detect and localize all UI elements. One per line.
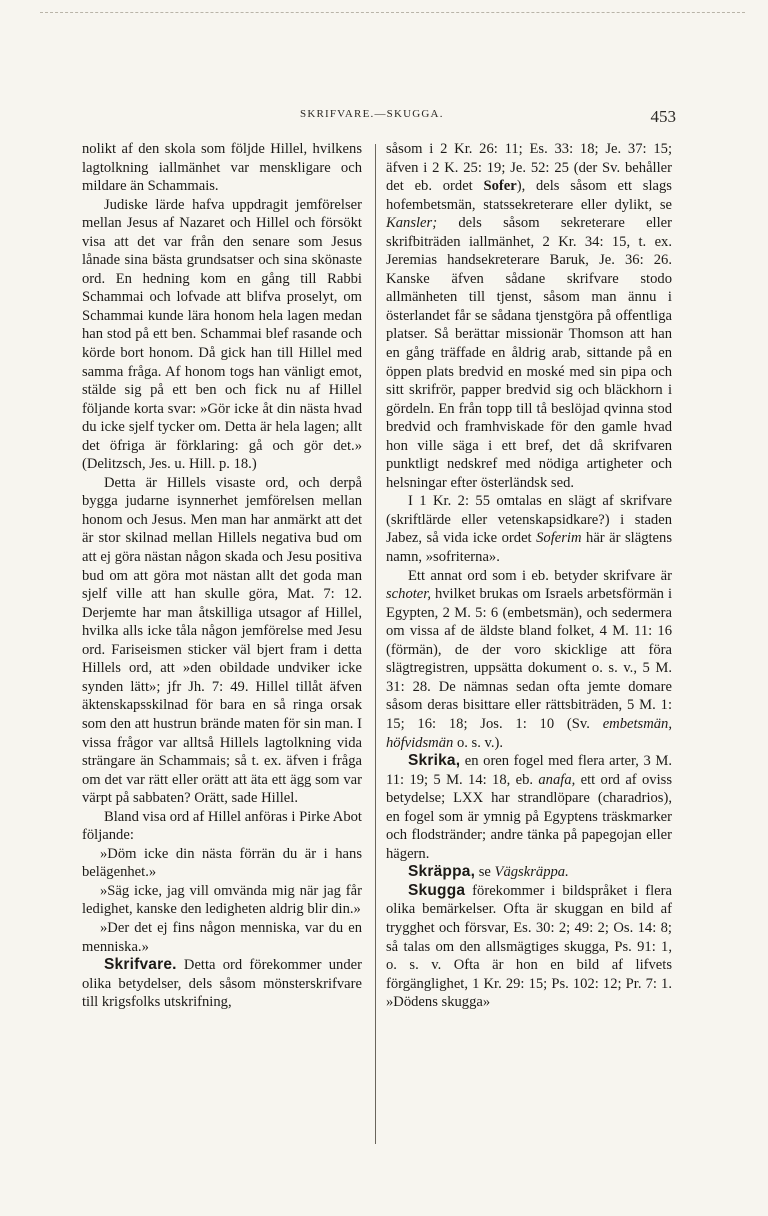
headword-skrappa: Skräppa, <box>408 863 476 881</box>
entry-skrappa <box>386 863 672 882</box>
entry-skugga <box>386 882 672 1012</box>
text-run: hvilket brukas om Israels arbetsförmän i Egypten, 2 M. 5: 6 (embetsmän), och sedermera om vissa af de äldste bland folket, 4 M. 11: 16 (förmän), de der voro skicklige att föra slägtregistren, uppsätta dokument o. s. v., 5 M. 31: 28. De nämnas sedan ofta jemte domare såsom deras bisittare eller rättsbiträden, 5 M. 1: 15; 16: 18; Jos. 1: 10 (Sv. <box>386 586 672 732</box>
text-run: se <box>475 864 495 881</box>
headword-skugga: Skugga <box>408 881 466 899</box>
text-run: förekommer i bildspråket i flera olika bemärkelser. Ofta är skuggan en bild af trygghet och försvar, Es. 30: 2; 49: 2; Os. 14: 8; så talas om den allsmägtiges skugga, Ps. 91: 1, o. s. v. Ofta är hon en bild af lifvets förgänglighet, 1 Kr. 29: 15; Ps. 102: 12; Pr. 7: 1. »Dödens skugga» <box>386 882 672 1011</box>
headword-skrifvare: Skrifvare. <box>104 956 177 974</box>
left-column <box>82 140 362 1012</box>
quote: »Döm icke din nästa förrän du är i hans belägenhet.» <box>82 845 362 881</box>
text-run: såsom i 2 Kr. 26: 11; Es. 33: 18; Je. 37: 15; äfven i 2 K. 25: 19; Je. 52: 25 (der Sv. behåller det eb. ordet <box>386 141 672 195</box>
text-run: o. s. v.). <box>453 734 504 751</box>
entry-skrika <box>386 752 672 863</box>
column-divider <box>375 144 376 1144</box>
entry-skrifvare <box>82 956 362 1012</box>
term-anafa: anafa, <box>538 771 576 788</box>
paragraph: Bland visa ord af Hillel anföras i Pirke Abot följande: <box>82 808 362 844</box>
right-column <box>386 140 672 1012</box>
paragraph <box>386 140 672 492</box>
text-run: dels såsom sekreterare eller skrifbiträden iallmänhet, 2 Kr. 34: 15, t. ex. Jeremias handsekreterare Baruk, Je. 36: 26. Kanske äfven sådane skrifvare stodo allmänheten till tjenst, såsom man ännu i österlandet får se sådana tjenstgöra på offentliga platser. Så berättar missionär Thomson att han en gång träffade en åldrig arab, sittande på en öppen plats bredvid en moské med sin pipa och sitt skrifrör, papper bredvid sig och bläckhorn i gördeln. En från topp till tå beslöjad qvinna stod bredvid och framhviskade för den gamle hvad hon ville säga i ett bref, det då skrifvaren punktligt nedskref med nödiga artigheter och helsningar efter österländsk sed. <box>386 215 672 491</box>
text-run: här är slägtens namn, »sofriterna». <box>386 530 673 566</box>
text-run: ), dels såsom ett slags hofembetsmän, statssekreterare eller dylikt, se <box>386 178 672 213</box>
term-soferim: Soferim <box>536 530 582 547</box>
text-run: I 1 Kr. 2: 55 omtalas en slägt af skrifvare (skriftlärde eller vetenskapsidkare?) i staden Jabez, så vida icke ordet <box>386 493 672 547</box>
paragraph: Detta är Hillels visaste ord, och derpå bygga judarne isynnerhet jemförelsen mellan honom och Jesus. Men man har anmärkt att det är stor skilnad mellan Hillels negativa bud om att ej göra nästan någon skada och Jesu positiva bud om att göra mot nästan allt det goda man sjelf ville att han skulle göra, Mat. 7: 12. Derjemte har man åtskilliga utsagor af Hillel, hvilka alls icke tåla någon jemförelse med Jesu ord. Fariseismen sticker väl bjert fram i detta Hillels ord, att »den obildade undviker icke synden lätt»; jfr Jh. 7: 49. Hillel tillåt äfven äktenskapsskilnad för bara en så ringa orsak som den att hustrun brände maten för sin man. I vissa frågor var alltså Hillels lagtolkning vida strängare än Schammais; så t. ex. äfven i fråga om det var rätt eller orätt att äta ett ägg som var värpt på sabbaten? Orätt, sade Hillel. <box>82 474 362 807</box>
term-embetsman: embetsmän, höfvidsmän <box>386 715 672 751</box>
running-head: SKRIFVARE.—SKUGGA. <box>300 108 444 120</box>
text-run: ett ord af oviss betydelse; LXX har strandlöpare (charadrios), en fogel som är ymnig på Egyptens träskmarker och flodstränder; andre tänka på papegojan eller hägern. <box>386 771 673 862</box>
quote: »Säg icke, jag vill omvända mig när jag får ledighet, kanske den ledigheten aldrig blir din.» <box>82 882 362 918</box>
term-schoter: schoter, <box>386 586 431 603</box>
page-number: 453 <box>650 107 676 126</box>
text-run: Ett annat ord som i eb. betyder skrifvare är <box>408 567 672 584</box>
cross-reference: Vägskräppa. <box>494 864 569 881</box>
paragraph: Judiske lärde hafva uppdragit jemförelser mellan Jesus af Nazaret och Hillel och försökt visa att det var från den senare som Jesus lånade sina bästa grundsatser och sina skönaste ord. En hedning kom en gång till Rabbi Schammai och lofvade att blifva proselyt, om Schammai kunde lära honom hela lagen medan han stod på ett ben. Schammai blef rasande och körde bort honom. Då gick han till Hillel med samma fråga. Af honom togs han vänligt emot, stälde sig på ett ben och fick nu af Hillel följande korta svar: »Gör icke åt din nästa hvad du icke sjelf tycker om. Detta är hela lagen; allt det öfriga är förklaring: gå och gör det.» (Delitzsch, Jes. u. Hill. p. 18.) <box>82 196 362 473</box>
quote: »Der det ej fins någon menniska, var du en menniska.» <box>82 919 362 955</box>
term-sofer: Sofer <box>483 178 517 195</box>
paragraph: nolikt af den skola som följde Hillel, hvilkens lagtolkning iallmänhet var menskligare och mildare än Schammais. <box>82 141 362 195</box>
paragraph <box>386 567 672 752</box>
text-run: en oren fogel med flera arter, 3 M. 11: 19; 5 M. 14: 18, eb. <box>386 753 672 788</box>
cross-reference: Kansler; <box>386 215 438 232</box>
headword-skrika: Skrika, <box>408 752 461 770</box>
page-edge-rule <box>40 12 745 13</box>
entry-text: Detta ord förekommer under olika betydelser, dels såsom mönsterskrifvare till krigsfolks utskrifning, <box>82 957 362 1011</box>
paragraph <box>386 492 672 566</box>
